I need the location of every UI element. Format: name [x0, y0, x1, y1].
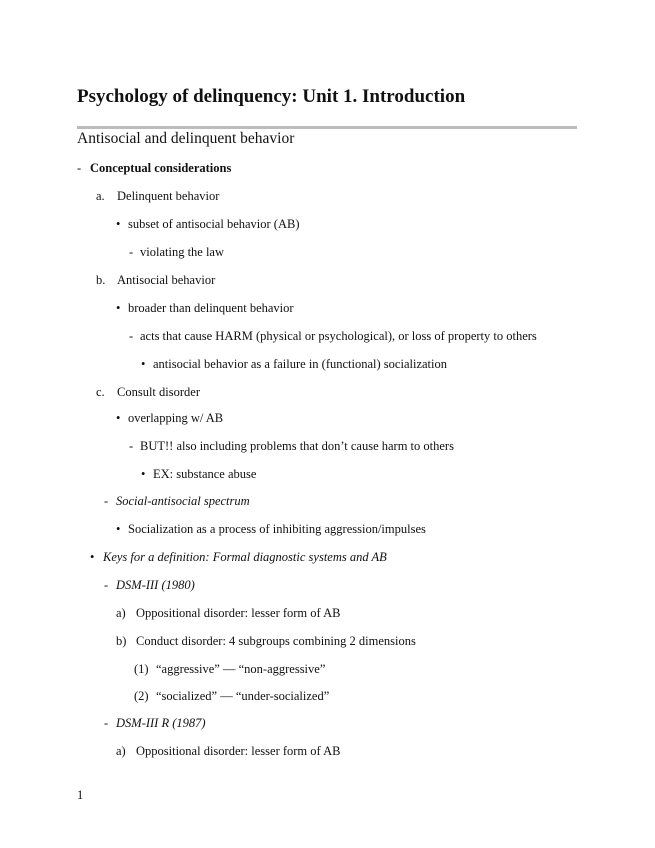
item-text: overlapping w/ AB [128, 411, 224, 425]
dash-marker: - [129, 439, 134, 453]
item-text: broader than delinquent behavior [128, 301, 294, 315]
item-text: Consult disorder [117, 385, 200, 399]
letter-marker: b) [116, 634, 127, 648]
letter-marker: a. [96, 189, 105, 203]
item-text: Oppositional disorder: lesser form of AB [136, 606, 341, 620]
item-text: Keys for a definition: Formal diagnostic systems and AB [103, 550, 387, 564]
item-text: DSM-III (1980) [116, 578, 195, 592]
letter-marker: a) [116, 744, 126, 758]
item-text: Conceptual considerations [90, 161, 232, 175]
letter-marker: b. [96, 273, 106, 287]
dash-marker: - [104, 578, 109, 592]
number-marker: (2) [134, 689, 149, 703]
bullet-marker: • [141, 467, 146, 481]
bullet-marker: • [116, 411, 121, 425]
item-text: “aggressive” — “non-aggressive” [156, 662, 326, 676]
dash-marker: - [129, 329, 134, 343]
page-number: 1 [77, 788, 84, 802]
item-text: EX: substance abuse [153, 467, 257, 481]
item-text: Antisocial behavior [117, 273, 216, 287]
item-text: Delinquent behavior [117, 189, 220, 203]
bullet-marker: • [141, 357, 146, 371]
letter-marker: c. [96, 385, 105, 399]
dash-marker: - [77, 161, 82, 175]
item-text: subset of antisocial behavior (AB) [128, 217, 300, 231]
page-title: Psychology of delinquency: Unit 1. Introduction [77, 86, 466, 107]
item-text: Social-antisocial spectrum [116, 494, 250, 508]
item-text: DSM-III R (1987) [116, 716, 206, 730]
bullet-marker: • [90, 550, 95, 564]
dash-marker: - [129, 245, 134, 259]
item-text: BUT!! also including problems that don’t cause harm to others [140, 439, 454, 453]
bullet-marker: • [116, 522, 121, 536]
item-text: violating the law [140, 245, 225, 259]
item-text: acts that cause HARM (physical or psychological), or loss of property to others [140, 329, 537, 343]
letter-marker: a) [116, 606, 126, 620]
item-text: antisocial behavior as a failure in (functional) socialization [153, 357, 447, 371]
bullet-marker: • [116, 217, 121, 231]
dash-marker: - [104, 494, 109, 508]
bullet-marker: • [116, 301, 121, 315]
item-text: Conduct disorder: 4 subgroups combining 2 dimensions [136, 634, 416, 648]
dash-marker: - [104, 716, 109, 730]
section-heading: Antisocial and delinquent behavior [77, 130, 295, 147]
item-text: Socialization as a process of inhibiting aggression/impulses [128, 522, 426, 536]
title-divider [77, 126, 577, 129]
item-text: “socialized” — “under-socialized” [156, 689, 330, 703]
number-marker: (1) [134, 662, 149, 676]
item-text: Oppositional disorder: lesser form of AB [136, 744, 341, 758]
